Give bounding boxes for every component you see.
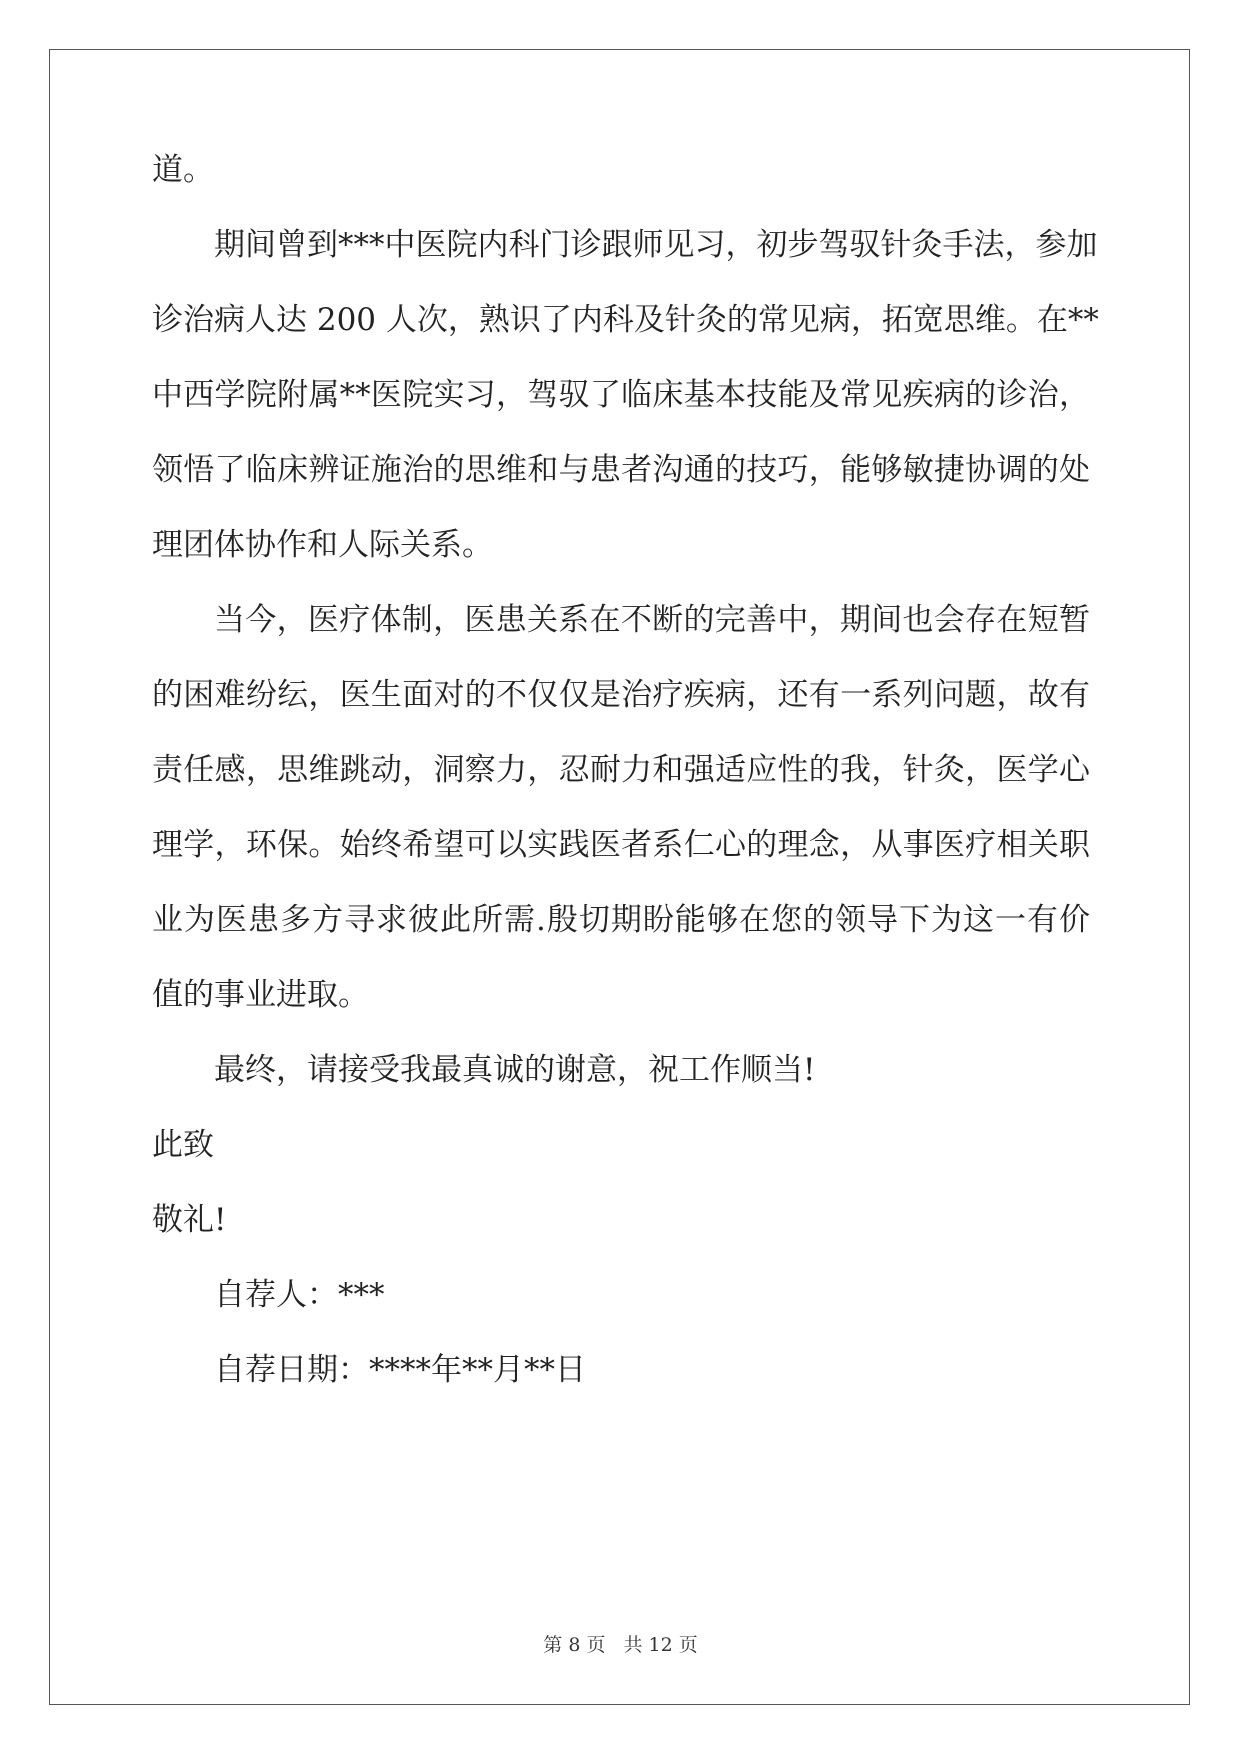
text-line: 诊治病人达 200 人次，熟识了内科及针灸的常见病，拓宽思维。在** [152, 302, 1099, 338]
text-line: 业为医患多方寻求彼此所需.殷切期盼能够在您的领导下为这一有价 [152, 902, 1090, 938]
text-line: 理学，环保。始终希望可以实践医者系仁心的理念，从事医疗相关职 [152, 827, 1090, 863]
closing-regards: 敬礼! [152, 1202, 227, 1238]
text-line: 理团体协作和人际关系。 [152, 527, 493, 563]
signature-name: 自荐人：*** [214, 1277, 385, 1313]
text-line: 期间曾到***中医院内科门诊跟师见习，初步驾驭针灸手法，参加 [214, 227, 1098, 263]
page-border [49, 49, 1190, 1705]
text-line: 中西学院附属**医院实习，驾驭了临床基本技能及常见疾病的诊治， [152, 377, 1090, 413]
page-footer [0, 1630, 1241, 1657]
closing-salutation: 此致 [152, 1127, 214, 1163]
page-number: 第 8 页 [543, 1634, 606, 1656]
text-line: 领悟了临床辨证施治的思维和与患者沟通的技巧，能够敏捷协调的处 [152, 452, 1090, 488]
signature-date: 自荐日期：****年**月**日 [214, 1352, 586, 1388]
text-line: 的困难纷纭，医生面对的不仅仅是治疗疾病，还有一系列问题，故有 [152, 677, 1090, 713]
text-line: 道。 [152, 152, 214, 188]
page-total: 共 12 页 [623, 1634, 698, 1656]
text-line: 最终，请接受我最真诚的谢意，祝工作顺当! [214, 1052, 816, 1088]
text-line: 值的事业进取。 [152, 977, 369, 1013]
text-line: 责任感，思维跳动，洞察力，忍耐力和强适应性的我，针灸，医学心 [152, 752, 1090, 788]
text-line: 当今，医疗体制，医患关系在不断的完善中，期间也会存在短暂 [214, 602, 1090, 638]
